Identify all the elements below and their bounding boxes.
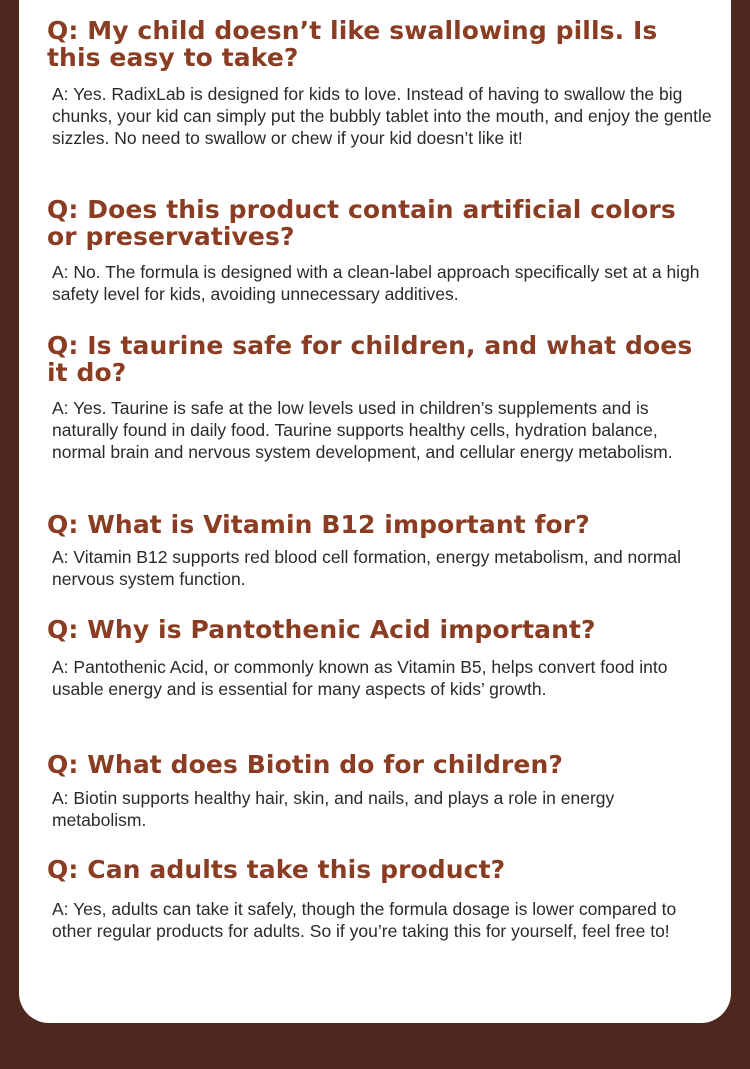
faq-item — [47, 332, 712, 463]
faq-question: Q: Can adults take this product? — [47, 855, 506, 884]
faq-item — [47, 511, 712, 590]
faq-answer: A: Yes, adults can take it safely, though the formula dosage is lower compared to other regular products for adults. So if you’re taking this for yourself, feel free to! — [52, 899, 677, 941]
faq-item — [47, 196, 712, 305]
faq-question: Q: Why is Pantothenic Acid important? — [47, 615, 596, 644]
faq-answer: A: Yes. Taurine is safe at the low levels used in children’s supplements and is naturally found in daily food. Taurine supports healthy cells, hydration balance, normal brain and nervous system development, and cellular energy metabolism. — [52, 398, 673, 462]
faq-answer: A: Pantothenic Acid, or commonly known as Vitamin B5, helps convert food into usable energy and is essential for many aspects of kids’ growth. — [52, 657, 668, 699]
faq-answer: A: Vitamin B12 supports red blood cell formation, energy metabolism, and normal nervous system function. — [52, 547, 682, 589]
faq-answer: A: Yes. RadixLab is designed for kids to love. Instead of having to swallow the big chunks, your kid can simply put the bubbly tablet into the mouth, and enjoy the gentle sizzles. No need to swallow or chew if your kid doesn’t like it! — [52, 84, 712, 148]
faq-question: Q: What is Vitamin B12 important for? — [47, 510, 590, 539]
faq-item — [47, 856, 712, 942]
faq-question: Q: What does Biotin do for children? — [47, 750, 563, 779]
faq-question: Q: Is taurine safe for children, and what does it do? — [47, 331, 693, 387]
faq-item — [47, 751, 712, 831]
faq-answer: A: Biotin supports healthy hair, skin, and nails, and plays a role in energy metabolism. — [52, 788, 615, 830]
faq-question: Q: Does this product contain artificial colors or preservatives? — [47, 195, 676, 251]
faq-question: Q: My child doesn’t like swallowing pills. Is this easy to take? — [47, 16, 658, 72]
faq-item — [47, 17, 712, 149]
faq-item — [47, 616, 712, 700]
faq-answer: A: No. The formula is designed with a clean-label approach specifically set at a high safety level for kids, avoiding unnecessary additives. — [52, 262, 700, 304]
